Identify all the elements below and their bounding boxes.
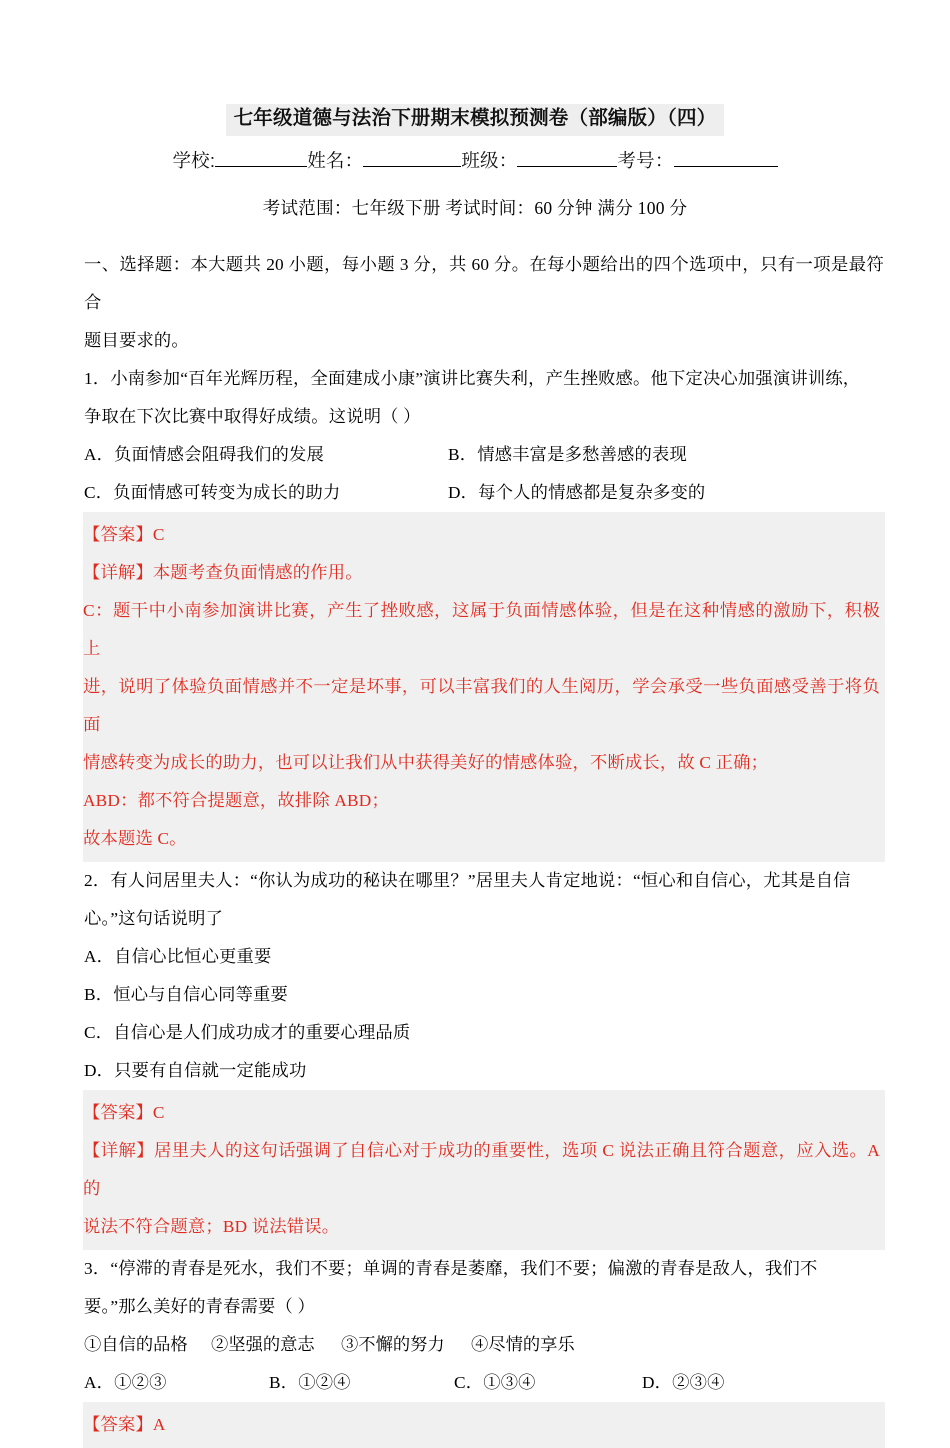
- question-2-explanation-line-2: 说法不符合题意；BD 说法错误。: [83, 1216, 340, 1236]
- question-3-options-row: [84, 1364, 884, 1402]
- question-2-option-c[interactable]: C．自信心是人们成功成才的重要心理品质: [84, 1022, 411, 1042]
- exam-info-line: 考试范围：七年级下册 考试时间：60 分钟 满分 100 分: [262, 197, 688, 218]
- student-identity-line: [0, 147, 950, 173]
- question-1-option-d[interactable]: D．每个人的情感都是复杂多变的: [448, 482, 706, 502]
- question-2-option-b[interactable]: B．恒心与自信心同等重要: [84, 984, 289, 1004]
- question-3-answer-block: [83, 1402, 885, 1448]
- question-1-explanation-line-6: 故本题选 C。: [83, 828, 187, 848]
- exam-no-blank-field[interactable]: [674, 148, 778, 167]
- question-2-explanation-line-1: 【详解】居里夫人的这句话强调了自信心对于成功的重要性，选项 C 说法正确且符合题意，应入选。A 的: [83, 1140, 880, 1198]
- question-2-answer: 【答案】C: [83, 1102, 165, 1122]
- school-blank-field[interactable]: [215, 148, 307, 167]
- question-3-option-d[interactable]: D．②③④: [642, 1372, 725, 1392]
- question-1-options-row-1: [84, 436, 884, 474]
- document-page: [0, 104, 950, 1448]
- page-title: 七年级道德与法治下册期末模拟预测卷（部编版）（四）: [226, 104, 725, 136]
- question-3-option-b[interactable]: B．①②④: [269, 1372, 351, 1392]
- question-1-option-c[interactable]: C．负面情感可转变为成长的助力: [84, 482, 341, 502]
- class-label: 班级：: [461, 149, 518, 171]
- question-3-stem-line-2: 要。”那么美好的青春需要（ ）: [84, 1296, 316, 1316]
- question-3-option-a[interactable]: A．①②③: [84, 1372, 167, 1392]
- question-1-stem-line-1: 1．小南参加“百年光辉历程，全面建成小康”演讲比赛失利，产生挫败感。他下定决心加强演讲训练，: [84, 368, 861, 388]
- name-blank-field[interactable]: [363, 148, 461, 167]
- question-2-option-a[interactable]: A．自信心比恒心更重要: [84, 946, 272, 966]
- section-heading-line-1: 一、选择题：本大题共 20 小题，每小题 3 分，共 60 分。在每小题给出的四个选项中，只有一项是最符合: [84, 254, 884, 312]
- question-1-stem-line-2: 争取在下次比赛中取得好成绩。这说明（ ）: [84, 406, 421, 426]
- document-body: [0, 246, 950, 1448]
- question-1-answer-block: [83, 512, 885, 862]
- question-3-item-3: ③不懈的努力: [341, 1334, 445, 1354]
- question-2-option-d[interactable]: D．只要有自信就一定能成功: [84, 1060, 307, 1080]
- question-3-stem-line-1: 3．“停滞的青春是死水，我们不要；单调的青春是萎靡，我们不要；偏激的青春是敌人，我们不: [84, 1258, 818, 1278]
- question-1-option-a[interactable]: A．负面情感会阻碍我们的发展: [84, 444, 324, 464]
- question-2-stem-line-1: 2．有人问居里夫人：“你认为成功的秘诀在哪里？”居里夫人肯定地说：“恒心和自信心，尤其是自信: [84, 870, 851, 890]
- class-blank-field[interactable]: [517, 148, 617, 167]
- question-1-answer: 【答案】C: [83, 524, 165, 544]
- question-1-option-b[interactable]: B．情感丰富是多愁善感的表现: [448, 444, 687, 464]
- question-3-item-1: ①自信的品格: [84, 1334, 188, 1354]
- question-1-explanation-line-4: 情感转变为成长的助力，也可以让我们从中获得美好的情感体验，不断成长，故 C 正确；: [83, 752, 769, 772]
- question-3-option-c[interactable]: C．①③④: [454, 1372, 536, 1392]
- question-3-item-list: [84, 1326, 884, 1364]
- question-2-stem-line-2: 心。”这句话说明了: [84, 908, 224, 928]
- question-1-options-row-2: [84, 474, 884, 512]
- question-1-explanation-line-2: C：题干中小南参加演讲比赛，产生了挫败感，这属于负面情感体验，但是在这种情感的激励下，积极上: [83, 600, 880, 658]
- question-3-item-4: ④尽情的享乐: [471, 1334, 575, 1354]
- document-title-container: [0, 104, 950, 136]
- question-1-explanation-line-5: ABD：都不符合提题意，故排除 ABD；: [83, 790, 389, 810]
- question-3-answer: 【答案】A: [83, 1414, 166, 1434]
- question-3-item-2: ②坚强的意志: [211, 1334, 315, 1354]
- question-1-explanation-line-3: 进，说明了体验负面情感并不一定是坏事，可以丰富我们的人生阅历，学会承受一些负面感受善于将负面: [83, 676, 880, 734]
- name-label: 姓名：: [307, 149, 364, 171]
- exam-no-label: 考号：: [617, 149, 674, 171]
- question-1-explanation-line-1: 【详解】本题考查负面情感的作用。: [83, 562, 363, 582]
- school-label: 学校:: [172, 149, 216, 171]
- section-heading-line-2: 题目要求的。: [84, 330, 189, 350]
- question-2-answer-block: [83, 1090, 885, 1250]
